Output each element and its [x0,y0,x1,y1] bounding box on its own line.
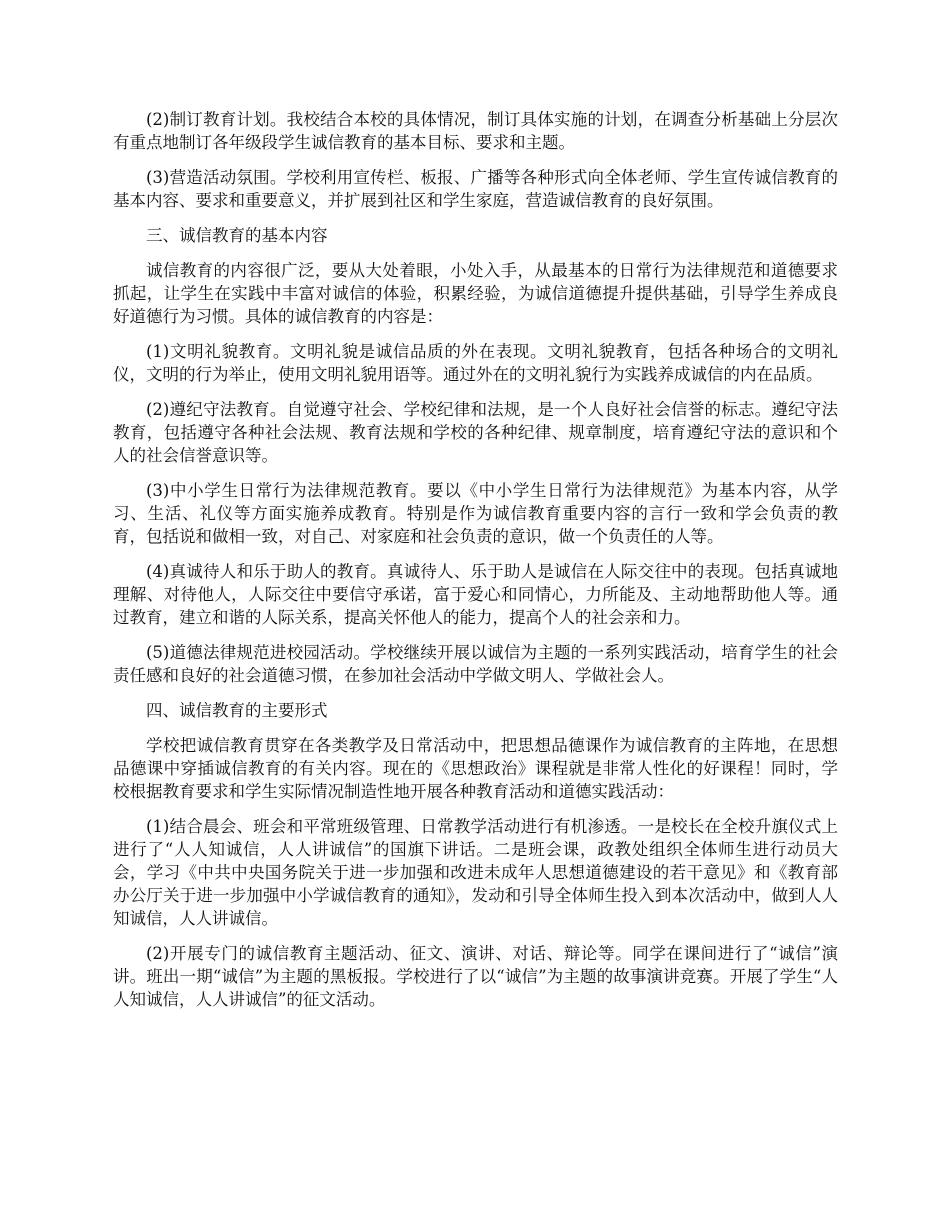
paragraph-atmosphere: (3)营造活动氛围。学校利用宣传栏、板报、广播等各种形式向全体老师、学生宣传诚信教育的基本内容、要求和重要意义，并扩展到社区和学生家庭，营造诚信教育的良好氛围。 [113,168,838,210]
paragraph-courtesy: (1)文明礼貌教育。文明礼貌是诚信品质的外在表现。文明礼貌教育，包括各种场合的文明礼仪，文明的行为举止，使用文明礼貌用语等。通过外在的文明礼貌行为实践养成诚信的内在品质。 [113,342,838,384]
document-page [113,108,838,1023]
paragraph-plan: (2)制订教育计划。我校结合本校的具体情况，制订具体实施的计划，在调查分析基础上分层次有重点地制订各年级段学生诚信教育的基本目标、要求和主题。 [113,110,838,152]
paragraph-campus-activities: (5)道德法律规范进校园活动。学校继续开展以诚信为主题的一系列实践活动，培育学生的社会责任感和良好的社会道德习惯，在参加社会活动中学做文明人、学做社会人。 [113,643,838,685]
paragraph-law-abiding: (2)遵纪守法教育。自觉遵守社会、学校纪律和法规，是一个人良好社会信誉的标志。遵纪守法教育，包括遵守各种社会法规、教育法规和学校的各种纪律、规章制度，培育遵纪守法的意识和个人的社会信誉意识等。 [113,400,838,465]
section-heading-basic-content: 三、诚信教育的基本内容 [146,226,328,245]
paragraph-content-intro: 诚信教育的内容很广泛，要从大处着眼，小处入手，从最基本的日常行为法律规范和道德要求抓起，让学生在实践中丰富对诚信的体验，积累经验，为诚信道德提升提供基础，引导学生养成良好道德行为习惯。具体的诚信教育的内容是： [113,261,838,326]
paragraph-morning-meetings: (1)结合晨会、班会和平常班级管理、日常教学活动进行有机渗透。一是校长在全校升旗仪式上进行了“人人知诚信，人人讲诚信”的国旗下讲话。二是班会课，政教处组织全体师生进行动员大会，学习《中共中央国务院关于进一步加强和改进未成年人思想道德建设的若干意见》和《教育部办公厅关于进一步加强中小学诚信教育的通知》，发动和引导全体师生投入到本次活动中，做到人人知诚信，人人讲诚信。 [113,817,838,928]
paragraph-sincerity: (4)真诚待人和乐于助人的教育。真诚待人、乐于助人是诚信在人际交往中的表现。包括真诚地理解、对待他人，人际交往中要信守承诺，富于爱心和同情心，力所能及、主动地帮助他人等。通过教育，建立和谐的人际关系，提高关怀他人的能力，提高个人的社会亲和力。 [113,562,838,627]
section-heading-main-forms: 四、诚信教育的主要形式 [146,701,328,720]
paragraph-theme-activities: (2)开展专门的诚信教育主题活动、征文、演讲、对话、辩论等。同学在课间进行了“诚信”演讲。班出一期“诚信”为主题的黑板报。学校进行了以“诚信”为主题的故事演讲竞赛。开展了学生“人人知诚信，人人讲诚信”的征文活动。 [113,944,838,1009]
paragraph-daily-conduct: (3)中小学生日常行为法律规范教育。要以《中小学生日常行为法律规范》为基本内容，从学习、生活、礼仪等方面实施养成教育。特别是作为诚信教育重要内容的言行一致和学会负责的教育，包括说和做相一致，对自己、对家庭和社会负责的意识，做一个负责任的人等。 [113,481,838,546]
paragraph-forms-intro: 学校把诚信教育贯穿在各类教学及日常活动中，把思想品德课作为诚信教育的主阵地，在思想品德课中穿插诚信教育的有关内容。现在的《思想政治》课程就是非常人性化的好课程！同时，学校根据教育要求和学生实际情况制造性地开展各种教育活动和道德实践活动： [113,736,838,801]
